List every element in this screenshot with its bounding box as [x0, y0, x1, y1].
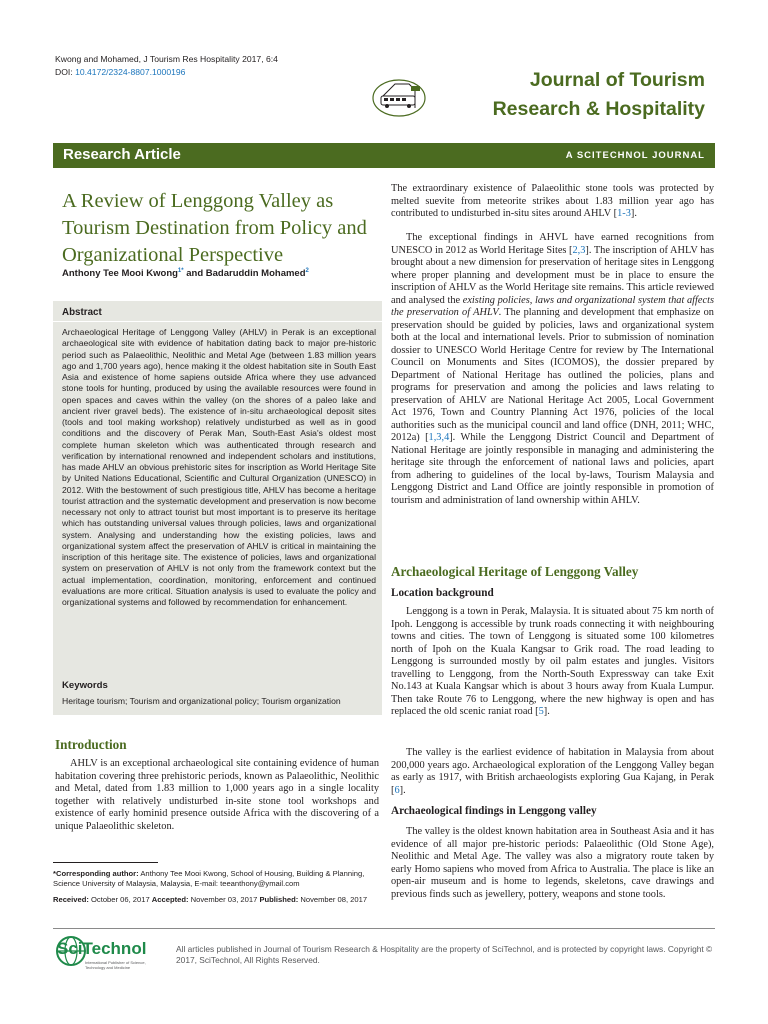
footer-rule [53, 928, 715, 929]
received-date: October 06, 2017 [88, 894, 152, 904]
footnote-rule [53, 862, 158, 863]
author-list [62, 268, 382, 279]
p2-emphasis: existing policies, laws and organizational system that affects the preservation of AHLV [391, 294, 714, 318]
p2-ref2[interactable]: 1,3,4 [428, 432, 450, 443]
keywords-text: Heritage tourism; Tourism and organizational policy; Tourism organization [62, 696, 341, 706]
citation-line: Kwong and Mohamed, J Tourism Res Hospitality 2017, 6:4 [55, 54, 278, 64]
p2-a: The exceptional findings in AHVL have earned recognitions from UNESCO in 2012 as World Heritage Sites [ [391, 232, 714, 256]
journal-title-line2: Research & Hospitality [492, 98, 705, 120]
dates-line [53, 895, 383, 905]
journal-title [493, 66, 705, 124]
right-paragraph-5: The valley is the oldest known habitation area in Southeast Asia and it has evidence of all major pre-historic periods: Palaeolithic (Old Stone Age), Neolithic and Metal Age. The valley was also a migratory route taken by early Homo sapiens who moved from Africa to Australia. The place is like an open-air museum and is home to legends, skeletons, cave drawings and previous finds such as jewellery, pottery, weapons and stone tools. [391, 826, 714, 900]
p2-c: . The planning and development that emphasize on preservation should be guided by policies, laws and organizational system both at the local and international levels. Prior to submission of nomination dossier to UNESCO World Heritage Centre for review by The International Council on Monuments and Sites (ICOMOS), the dossier prepared by Department of National Heritage has outlined the policies, plans and programs for preservation and among the policies and laws relating to preservation of AHLV are National Heritage Act 2005, Local Government Act 1976, Town and Country Planning Act 1976, policies of the local authorities such as the municipal council and land office (DNH, 2011; WHC, 2012a) [ [391, 307, 714, 443]
p1-text: The extraordinary existence of Palaeolithic stone tools was protected by melted suevite from meteorite strikes about 1.83 million year ago has contributed to undisturbed in-situ sites around AHLV [ [391, 183, 714, 219]
article-type-label: Research Article [63, 146, 181, 163]
copyright-notice: All articles published in Journal of Tourism Research & Hospitality are the property of SciTechnol, and is protected by copyright laws. Copyright © 2017, SciTechnol, All Rights Reserved. [176, 944, 713, 965]
doi-label: DOI: [55, 67, 73, 77]
article-title: A Review of Lenggong Valley as Tourism Destination from Policy and Organizational Perspective [62, 190, 367, 266]
author-and: and Badaruddin Mohamed [183, 268, 306, 280]
right-paragraph-4 [391, 747, 714, 797]
corr-label: *Corresponding author: [53, 869, 139, 878]
p3-ref[interactable]: 5 [538, 706, 544, 717]
doi-link[interactable]: 10.4172/2324-8807.1000196 [75, 67, 186, 77]
scitechnol-tagline: International Publisher of Science, Technology and Medicine [85, 960, 146, 970]
right-paragraph-3 [391, 606, 714, 719]
citation-block [55, 53, 278, 79]
journal-logo-icon [371, 74, 427, 118]
published-label: Published: [259, 894, 299, 904]
introduction-heading: Introduction [55, 737, 127, 752]
published-date: November 08, 2017 [298, 894, 368, 904]
received-label: Received: [53, 894, 89, 904]
p3-end: ]. [543, 706, 550, 717]
introduction-paragraph: AHLV is an exceptional archaeological site containing evidence of human habitation covering three prehistoric periods, known as Palaeolithic, Neolithic and Metal, dated from 1.83 million to 1,000 years ago in a single locality together with relatively undisturbed in-site stone tool workshops and existence of early hominid presence outside Africa with the discovering of a unique Palaeolithic skeleton. [55, 758, 379, 832]
abstract-box [53, 301, 382, 715]
subsection-heading-location: Location background [391, 587, 494, 599]
article-type-banner [53, 143, 715, 168]
scitechnol-logo[interactable]: SciTechnol [57, 939, 147, 958]
section-heading-heritage: Archaeological Heritage of Lenggong Valley [391, 564, 639, 579]
publisher-tag: A SCITECHNOL JOURNAL [565, 150, 705, 161]
author-2-affil[interactable]: 2 [305, 268, 309, 274]
p2-ref1[interactable]: 2,3 [572, 244, 586, 256]
abstract-divider [53, 321, 382, 322]
p4-ref[interactable]: 6 [394, 784, 400, 796]
p4-a: The valley is the earliest evidence of habitation in Malaysia from about 200,000 years ago. Archaeological exploration of the Lenggong Valley began as early as 1917, with British archaeologists exploring Gua Kajang, in Perak [ [391, 747, 714, 796]
accepted-date: November 03, 2017 [188, 894, 260, 904]
abstract-heading: Abstract [62, 307, 102, 318]
abstract-text: Archaeological Heritage of Lenggong Valley (AHLV) in Perak is an exceptional archaeological site with evidence of habitation dating back to major pre-historic period such as Palaeolithic, Neolithic and Metal Age (between 1.83 million years ago and 1,700 years ago), hence making it the oldest habitation site in South East Asia and existence of home sapiens outside Africa where they use advanced stone tools for hunting, produced by using the available resources were found in open spaces and caves within the valley (on the shores of a paleo lake and ancient river gravel beds). The existence of in-situ archaeological deposit sites (tools and tool making workshop) relatively undisturbed as well as in good conditions and the discovery of Perak Man, South-East Asia's oldest most complete human skeleton which was authenticated through research and verification by international renowned and independent scholars and institutions, has made AHLV an obvious prehistoric sites for inscription as World Heritage Site by United Nations Educational, Scientific and Cultural Organization (UNESCO) in 2012. With the bestowment of such prestigious title, AHLV has become a heritage tourist attraction and the systematic development and preservation is now become necessary not only to attract tourist but most important is to preserve its heritage which has outstanding universal values through policies, laws and organizational system. Analysing and understanding how the existing policies, laws and organizational system affect the preservation of AHLV is critical in maintaining the inscription of this heritage site. The existence of policies, laws and organizational system on preservation of AHLV is not only from the framework context but the actual implementation, coordination, monitoring, enforcement and continued evaluations are more critical. Situation analysis is used to evaluate the policy and organizational systems and followed by recommendation for enhancement. [62, 327, 376, 607]
p2-b: ]. The inscription of AHLV has brought about a new dimension for preservation of heritage sites in Lenggong where proper planning and development must be in place to ensure the inscription of AHLV as the World Heritage site remains. This article reviewed and analysed the [391, 244, 714, 306]
author-1-affil[interactable]: 1* [177, 268, 184, 274]
accepted-label: Accepted: [151, 894, 189, 904]
p3-a: Lenggong is a town in Perak, Malaysia. It is situated about 75 km north of Ipoh. Lenggong is accessible by trunk roads connecting it with neighbouring towns and cities. The town of Lenggong is situated some 100 kilometres north of Ipoh on the Kuala Kangsar to Grik road. The road leading to Lenggong is surrounded mostly by oil palm estates and jungles. Visitors travelling to Lenggong, from the North-South Expressway can take Exit No.143 at Kuala Kangsar which is about 3 hours away from Kuala Lumpur. Then take Route 76 to Lenggong, where the new highway is open and has replaced the old scenic raniat road [ [391, 606, 714, 717]
right-paragraph-1 [391, 183, 714, 221]
p1-ref[interactable]: 1-3 [617, 208, 631, 219]
right-paragraph-2 [391, 232, 714, 507]
corr-text: Anthony Tee Mooi Kwong, School of Housing, Building & Planning, Science University of Malaysia, Malaysia, E-mail: teeanthony@ymail.com [53, 869, 365, 889]
author-1: Anthony Tee Mooi Kwong [62, 268, 178, 280]
doi-line [55, 66, 278, 79]
p1-end: ]. [630, 208, 637, 219]
p2-d: ]. While the Lenggong District Council and Department of National Heritage are jointly responsible in managing and administering the heritage site through the enforcement of national laws and policies, apart from adhering to guidelines of the local by-laws, Tourism Malaysia and Lenggong District and Land Office are jointly responsible in promotion of tourism and administration of land ownership within AHLV. [391, 432, 714, 506]
keywords-heading: Keywords [62, 680, 108, 691]
corresponding-author [53, 869, 383, 890]
journal-title-line1: Journal of Tourism [529, 69, 705, 91]
p4-end: ]. [399, 784, 406, 796]
subsection-heading-findings: Archaeological findings in Lenggong valley [391, 805, 597, 817]
footnote [53, 869, 383, 905]
